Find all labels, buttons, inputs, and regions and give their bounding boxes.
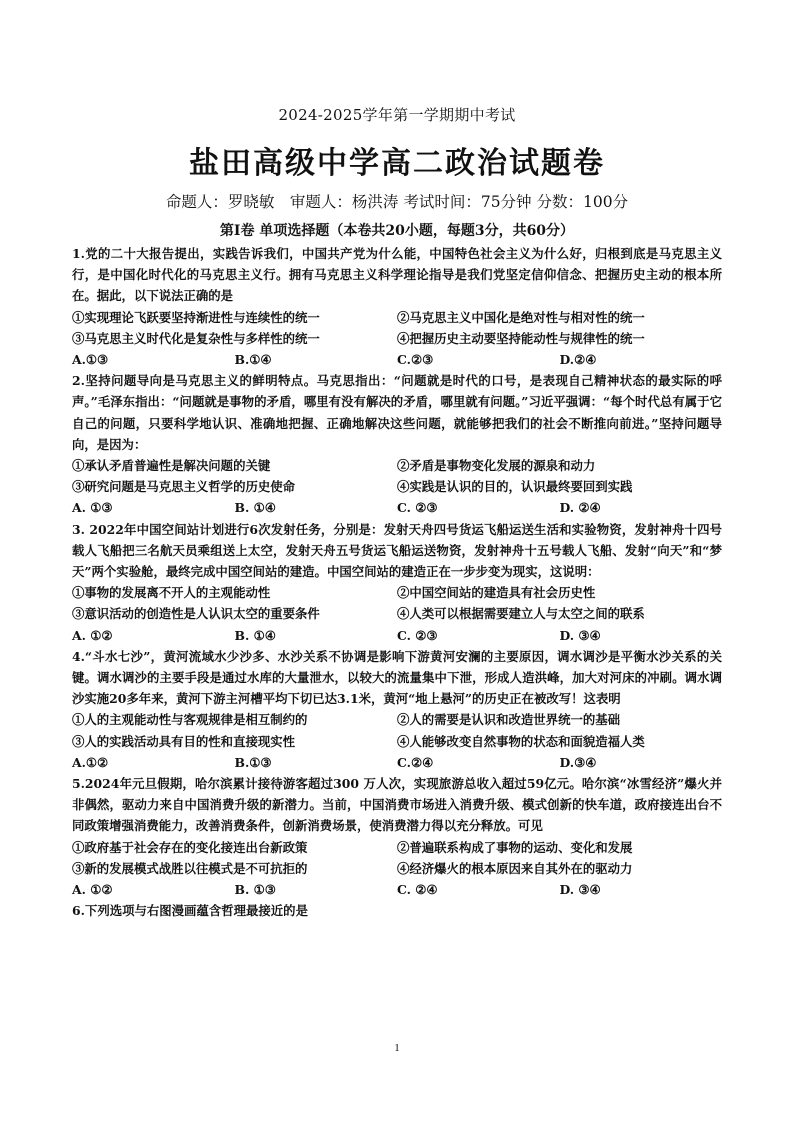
statement-row [72, 858, 722, 879]
page-number: 1 [394, 1042, 400, 1054]
page-title: 盐田高级中学高二政治试题卷 [189, 146, 605, 181]
section-heading: 第Ⅰ卷 单项选择题（本卷共20小题，每题3分，共60分） [219, 223, 575, 239]
options-row [72, 752, 722, 773]
option-d: D. ②④ [559, 500, 601, 516]
option-c: C.②④ [397, 754, 434, 770]
option-a: A. ①③ [72, 500, 113, 516]
option-b: B.①③ [234, 754, 272, 770]
statement: ①人的主观能动性与客观规律是相互制约的 [72, 712, 308, 728]
question-stem: 3. 2022年中国空间站计划进行6次发射任务，分别是：发射天舟四号货运飞船运送生活和实验物资，发射神舟十四号载人飞船把三名航天员乘组送上太空，发射天舟五号货运飞船运送物资，发射神舟十五号载人飞船、发射“向天”和“梦天”两个实验舱，最终完成中国空间站的建造。中国空间站的建造正在一步步变为现实，这说明： [72, 521, 722, 580]
question-stem: 1.党的二十大报告提出，实践告诉我们，中国共产党为什么能，中国特色社会主义为什么好，归根到底是马克思主义行，是中国化时代化的马克思主义行。拥有马克思主义科学理论指导是我们党坚定信仰信念、把握历史主动的根本所在。据此，以下说法正确的是 [72, 246, 722, 304]
question-3 [72, 519, 722, 646]
statement-row [72, 307, 722, 328]
question-list [72, 243, 722, 922]
question-2 [72, 370, 722, 518]
options-row [72, 879, 722, 900]
statement: ①实现理论飞跃要坚持渐进性与连续性的统一 [72, 309, 320, 325]
option-a: A.①② [72, 754, 109, 770]
statement-row [72, 328, 722, 349]
statement: ③马克思主义时代化是复杂性与多样性的统一 [72, 330, 320, 346]
statement: ①承认矛盾普遍性是解决问题的关键 [72, 458, 271, 474]
question-stem: 6.下列选项与右图漫画蕴含哲理最接近的是 [72, 903, 308, 919]
statement: ④把握历史主动要坚持能动性与规律性的统一 [397, 330, 645, 346]
option-c: C. ②③ [397, 500, 438, 516]
statement: ③新的发展模式战胜以往模式是不可抗拒的 [72, 860, 308, 876]
option-d: D. ③④ [559, 882, 601, 898]
statement: ②马克思主义中国化是绝对性与相对性的统一 [397, 309, 645, 325]
option-c: C. ②③ [397, 627, 438, 643]
question-stem: 2.坚持问题导向是马克思主义的鲜明特点。马克思指出：“问题就是时代的口号，是表现自己精神状态的最实际的呼声。”毛泽东指出：“问题就是事物的矛盾，哪里有没有解决的矛盾，哪里就有问题。”习近平强调：“每个时代总有属于它自己的问题，只要科学地认识、准确地把握、正确地解决这些问题，就能够把我们的社会不断推向前进。”坚持问题导向，是因为： [72, 373, 722, 452]
option-b: B.①④ [234, 352, 272, 368]
option-c: C. ②④ [397, 882, 438, 898]
option-b: B. ①④ [234, 500, 276, 516]
option-c: C.②③ [397, 352, 434, 368]
question-4 [72, 646, 722, 773]
question-stem: 4.“斗水七沙”，黄河流域水少沙多、水沙关系不协调是影响下游黄河安澜的主要原因，调水调沙是平衡水沙关系的关键。调水调沙的主要手段是通过水库的大量泄水，以较大的流量集中下泄，形成人造洪峰，加大对河床的冲刷。调水调沙实施20多年来，黄河下游主河槽平均下切已达3.1米，黄河“地上悬河”的历史正在被改写！这表明 [72, 648, 722, 707]
statement-row [72, 837, 722, 858]
statement: ②矛盾是事物变化发展的源泉和动力 [397, 458, 596, 474]
statement: ④实践是认识的目的，认识最终要回到实践 [397, 479, 633, 495]
question-stem: 5.2024年元旦假期，哈尔滨累计接待游客超过300 万人次，实现旅游总收入超过59亿元。哈尔滨“冰雪经济”爆火并非偶然，驱动力来自中国消费升级的新潜力。当前，中国消费市场进入消费升级、模式创新的快车道，政府接连出台不同政策增强消费能力，改善消费条件，创新消费场景，使消费潜力得以充分释放。可见 [72, 776, 722, 834]
question-6 [72, 900, 722, 921]
statement: ①政府基于社会存在的变化接连出台新政策 [72, 839, 308, 855]
statement-row [72, 582, 722, 603]
options-row [72, 349, 722, 370]
question-1 [72, 243, 722, 370]
statement: ②人的需要是认识和改造世界统一的基础 [397, 712, 621, 728]
option-b: B. ①④ [234, 627, 276, 643]
statement: ④人能够改变自然事物的状态和面貌造福人类 [397, 733, 645, 749]
statement-row [72, 455, 722, 476]
statement: ③意识活动的创造性是人认识太空的重要条件 [72, 606, 320, 622]
statement: ③研究问题是马克思主义哲学的历史使命 [72, 479, 296, 495]
statement-row [72, 731, 722, 752]
statement: ①事物的发展离不开人的主观能动性 [72, 585, 271, 601]
statement: ④经济爆火的根本原因来自其外在的驱动力 [397, 860, 633, 876]
option-d: D.③④ [559, 754, 597, 770]
statement-row [72, 476, 722, 497]
option-d: D. ③④ [559, 627, 601, 643]
statement-row [72, 709, 722, 730]
option-a: A.①③ [72, 352, 109, 368]
option-d: D.②④ [559, 352, 597, 368]
statement: ②中国空间站的建造具有社会历史性 [397, 585, 596, 601]
option-a: A. ①② [72, 882, 113, 898]
exam-term: 2024-2025学年第一学期期中考试 [278, 106, 516, 124]
statement: ②普遍联系构成了事物的运动、变化和发展 [397, 839, 633, 855]
question-5 [72, 773, 722, 900]
option-b: B. ①③ [234, 882, 276, 898]
statement: ④人类可以根据需要建立人与太空之间的联系 [397, 606, 645, 622]
statement-row [72, 603, 722, 624]
statement: ③人的实践活动具有目的性和直接现实性 [72, 733, 296, 749]
option-a: A. ①② [72, 627, 113, 643]
exam-meta: 命题人：罗晓敏 审题人：杨洪涛 考试时间：75分钟 分数：100分 [165, 193, 629, 211]
options-row [72, 497, 722, 518]
options-row [72, 625, 722, 646]
